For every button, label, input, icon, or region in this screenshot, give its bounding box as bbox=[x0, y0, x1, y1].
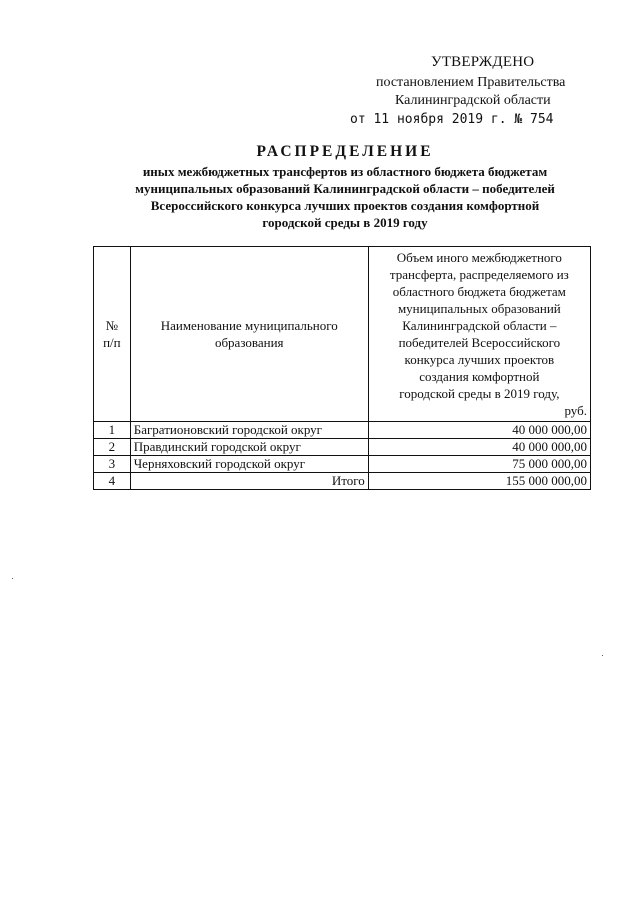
header-amount-line: создания комфортной bbox=[419, 369, 540, 384]
header-amount-line: трансферта, распределяемого из bbox=[389, 267, 569, 282]
header-amount-line: Калининградской области – bbox=[402, 318, 557, 333]
header-amount-unit: руб. bbox=[564, 403, 587, 418]
table-row bbox=[94, 456, 591, 473]
row-amount: 40 000 000,00 bbox=[368, 422, 590, 439]
header-amount-line: областного бюджета бюджетам bbox=[392, 284, 566, 299]
header-amount-line: Объем иного межбюджетного bbox=[396, 250, 562, 265]
subtitle-line: городской среды в 2019 году bbox=[262, 215, 428, 230]
header-municipality-line: образования bbox=[214, 335, 284, 350]
table-row bbox=[94, 439, 591, 456]
table-header-row bbox=[94, 247, 591, 422]
row-amount: 75 000 000,00 bbox=[368, 456, 590, 473]
approval-date-value: 11 ноября 2019 bbox=[373, 112, 484, 127]
row-municipality: Черняховский городской округ bbox=[130, 456, 368, 473]
approval-title: УТВЕРЖДЕНО bbox=[431, 54, 535, 70]
header-municipality bbox=[130, 247, 368, 422]
header-number-label: п/п bbox=[103, 335, 121, 350]
header-amount-line: муниципальных образований bbox=[397, 301, 561, 316]
subtitle-line: иных межбюджетных трансфертов из областного бюджета бюджетам bbox=[142, 164, 548, 179]
total-amount: 155 000 000,00 bbox=[368, 473, 590, 490]
header-amount-line: городской среды в 2019 году, bbox=[399, 386, 560, 401]
approval-date-prefix: от bbox=[350, 112, 366, 127]
row-municipality: Багратионовский городской округ bbox=[130, 422, 368, 439]
approval-line-region: Калининградской области bbox=[395, 93, 551, 108]
total-number: 4 bbox=[94, 473, 131, 490]
scan-speck bbox=[12, 578, 13, 579]
total-label: Итого bbox=[130, 473, 368, 490]
document-heading bbox=[95, 143, 595, 231]
header-number bbox=[94, 247, 131, 422]
row-number: 2 bbox=[94, 439, 131, 456]
document-title: РАСПРЕДЕЛЕНИЕ bbox=[256, 143, 434, 160]
header-municipality-line: Наименование муниципального bbox=[160, 318, 338, 333]
approval-line-resolution: постановлением Правительства bbox=[376, 75, 566, 90]
subtitle-line: муниципальных образований Калининградской области – победителей bbox=[135, 181, 555, 196]
table-row bbox=[94, 422, 591, 439]
header-amount-line: конкурса лучших проектов bbox=[404, 352, 555, 367]
subtitle-line: Всероссийского конкурса лучших проектов создания комфортной bbox=[150, 198, 540, 213]
header-number-symbol: № bbox=[105, 318, 119, 333]
row-number: 3 bbox=[94, 456, 131, 473]
row-municipality: Правдинский городской округ bbox=[130, 439, 368, 456]
header-amount-line: победителей Всероссийского bbox=[398, 335, 561, 350]
distribution-table bbox=[93, 246, 591, 490]
approval-date-line bbox=[350, 111, 554, 128]
row-amount: 40 000 000,00 bbox=[368, 439, 590, 456]
header-amount bbox=[368, 247, 590, 422]
approval-date-suffix: г. № bbox=[490, 112, 523, 127]
scan-speck bbox=[602, 655, 603, 656]
row-number: 1 bbox=[94, 422, 131, 439]
table-total-row bbox=[94, 473, 591, 490]
approval-number: 754 bbox=[530, 112, 554, 127]
document-subtitle bbox=[95, 163, 595, 231]
